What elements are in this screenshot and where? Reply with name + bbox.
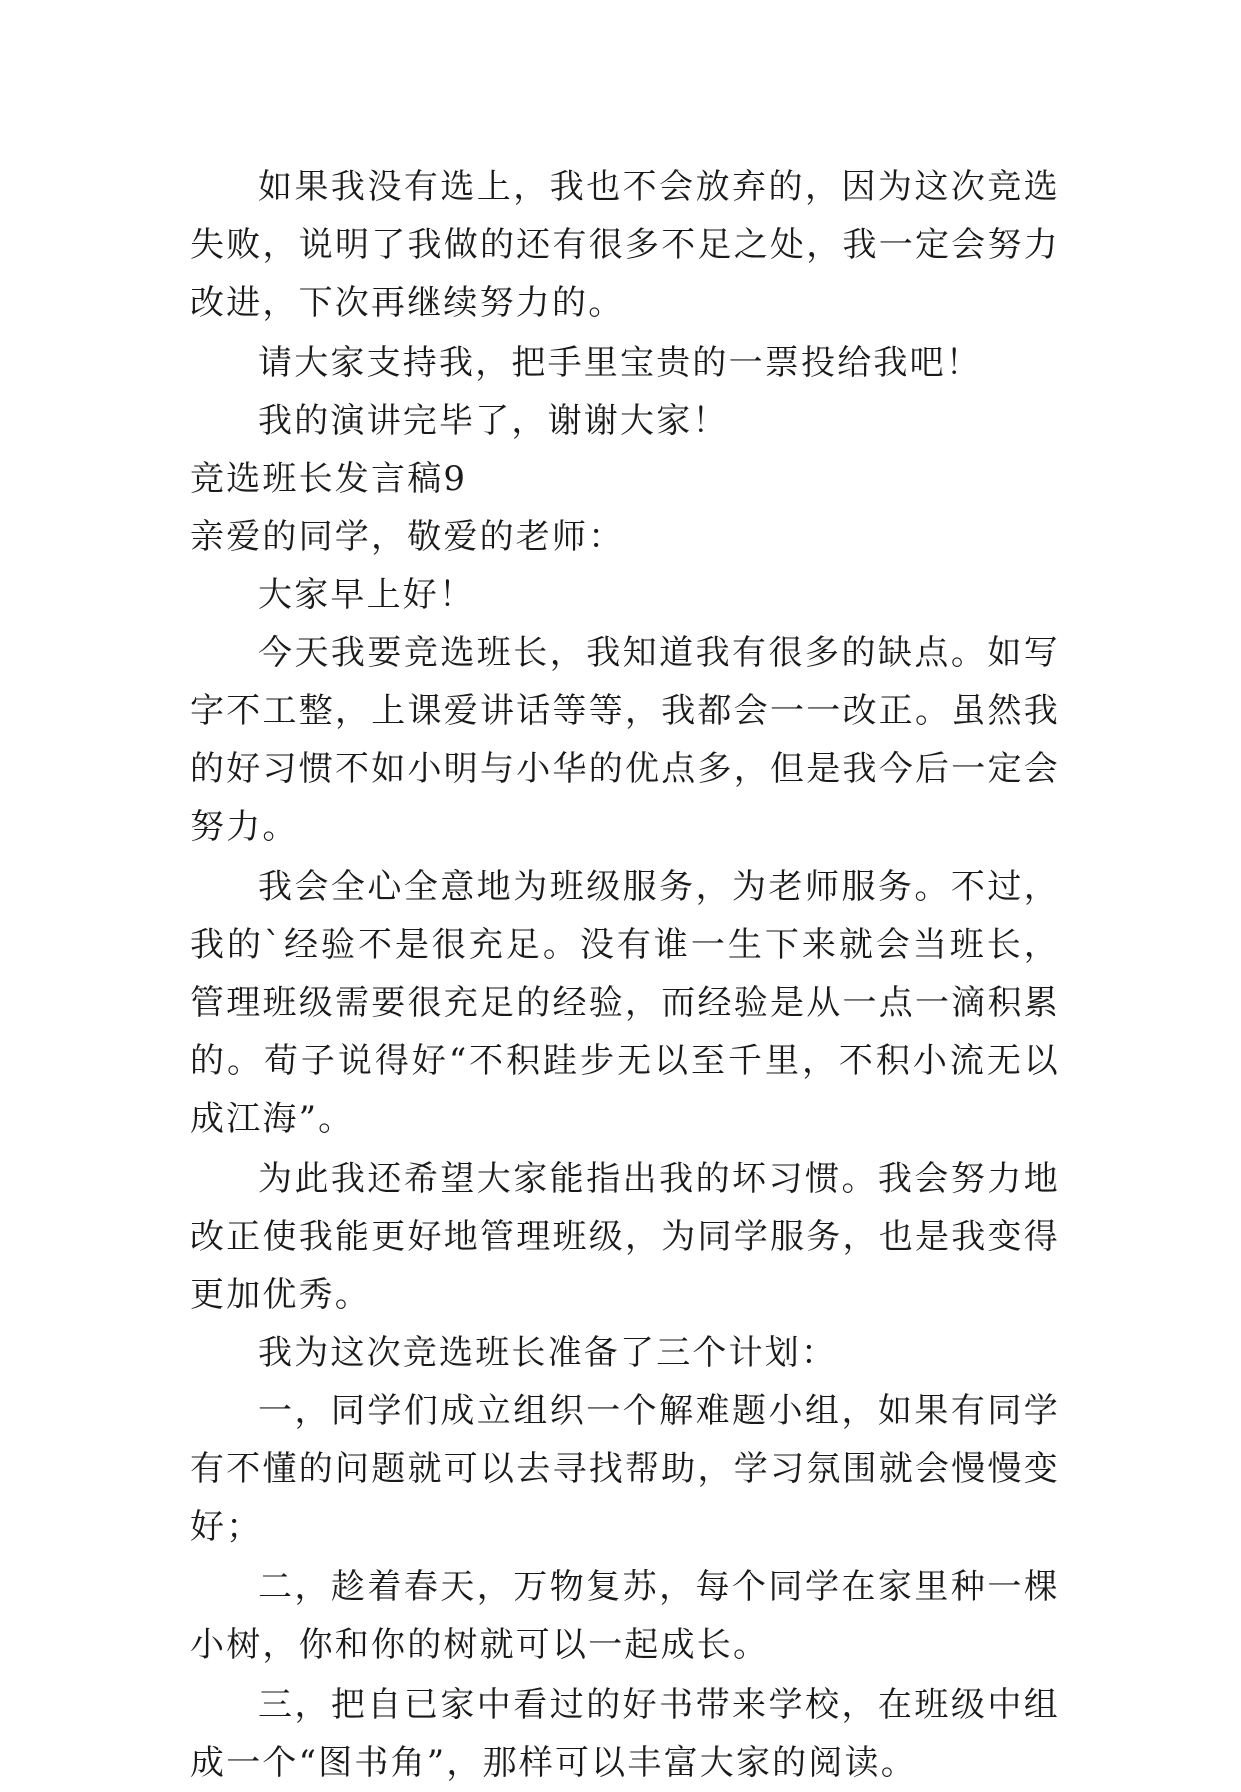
salutation: 亲爱的同学，敬爱的老师： bbox=[190, 517, 625, 557]
paragraph-closing-thanks: 我的演讲完毕了，谢谢大家！ bbox=[258, 401, 729, 441]
paragraph-plan-three: 三，把自已家中看过的好书带来学校，在班级中组成一个“图书角”，那样可以丰富大家的阅读。 bbox=[190, 1685, 1060, 1783]
document-body bbox=[190, 158, 1060, 1792]
paragraph-shortcomings: 今天我要竞选班长，我知道我有很多的缺点。如写字不工整，上课爱讲话等等，我都会一一改正。虽然我的好习惯不如小明与小华的优点多，但是我今后一定会努力。 bbox=[190, 633, 1060, 847]
paragraph-plans-intro: 我为这次竞选班长准备了三个计划： bbox=[258, 1333, 838, 1373]
paragraph-improvement: 为此我还希望大家能指出我的坏习惯。我会努力地改正使我能更好地管理班级，为同学服务，也是我变得更加优秀。 bbox=[190, 1159, 1060, 1315]
paragraph-support-request: 请大家支持我，把手里宝贵的一票投给我吧！ bbox=[258, 343, 982, 383]
paragraph-plan-two: 二，趁着春天，万物复苏，每个同学在家里种一棵小树，你和你的树就可以一起成长。 bbox=[190, 1567, 1060, 1665]
section-heading: 竞选班长发言稿9 bbox=[190, 459, 468, 499]
paragraph-plan-one: 一，同学们成立组织一个解难题小组，如果有同学有不懂的问题就可以去寻找帮助，学习氛围就会慢慢变好； bbox=[190, 1391, 1060, 1547]
paragraph-service: 我会全心全意地为班级服务，为老师服务。不过，我的`经验不是很充足。没有谁一生下来就会当班长，管理班级需要很充足的经验，而经验是从一点一滴积累的。荀子说得好“不积跬步无以至千里，不积小流无以成江海”。 bbox=[190, 867, 1060, 1139]
paragraph-not-elected: 如果我没有选上，我也不会放弃的，因为这次竞选失败，说明了我做的还有很多不足之处，我一定会努力改进，下次再继续努力的。 bbox=[190, 167, 1060, 323]
paragraph-greeting: 大家早上好！ bbox=[258, 575, 476, 615]
